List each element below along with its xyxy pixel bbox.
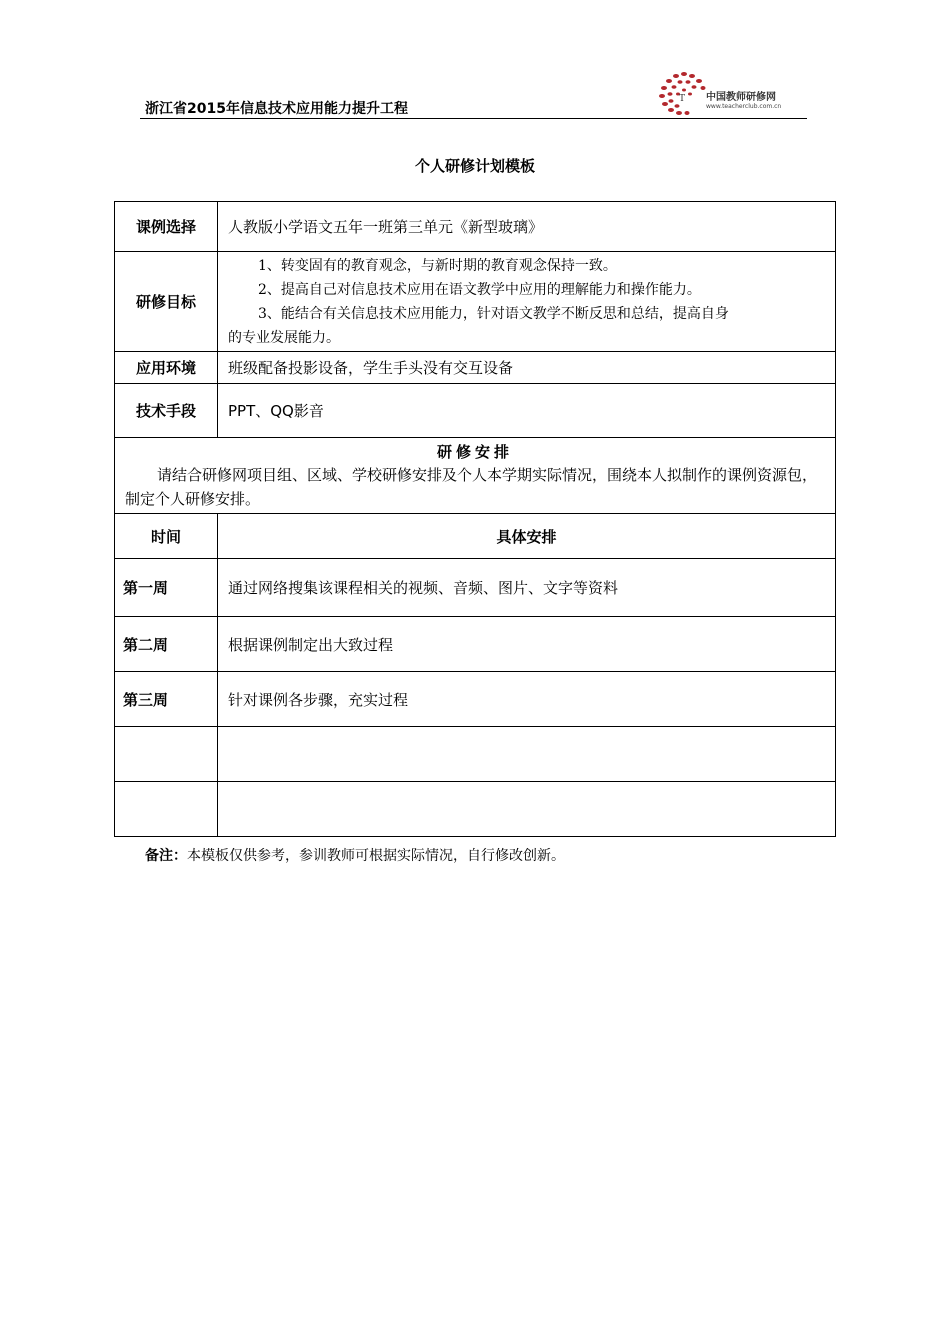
arrangement-header-cell <box>115 438 836 514</box>
col-time-header: 时间 <box>115 514 218 559</box>
arrangement-heading: 研修安排 <box>436 442 513 461</box>
env-value: 班级配备投影设备，学生手头没有交互设备 <box>218 352 836 384</box>
week-plan: 针对课例各步骤，充实过程 <box>218 672 836 727</box>
schedule-header-row <box>115 514 836 559</box>
footnote <box>145 845 565 865</box>
tech-row <box>115 384 836 438</box>
header-divider <box>140 118 807 119</box>
week-label <box>115 782 218 837</box>
week-plan: 通过网络搜集该课程相关的视频、音频、图片、文字等资料 <box>218 559 836 617</box>
goal-row <box>115 252 836 352</box>
header-title: 浙江省2015年信息技术应用能力提升工程 <box>145 101 408 117</box>
goal-label: 研修目标 <box>115 252 218 352</box>
week-label: 第三周 <box>115 672 218 727</box>
tech-value: PPT、QQ影音 <box>218 384 836 438</box>
week-plan <box>218 727 836 782</box>
week-plan <box>218 782 836 837</box>
week-label: 第一周 <box>115 559 218 617</box>
week-plan: 根据课例制定出大致过程 <box>218 617 836 672</box>
goal-line: 1、转变固有的教育观念，与新时期的教育观念保持一致。 <box>258 257 617 274</box>
week-label: 第二周 <box>115 617 218 672</box>
arrangement-intro: 请结合研修网项目组、区域、学校研修安排及个人本学期实际情况，围绕本人拟制作的课例资源包，制定个人研修安排。 <box>125 465 818 508</box>
document-title: 个人研修计划模板 <box>414 157 535 175</box>
goal-line: 3、能结合有关信息技术应用能力，针对语文教学不断反思和总结，提高自身 <box>258 305 729 322</box>
table-row <box>115 782 836 837</box>
case-value: 人教版小学语文五年一班第三单元《新型玻璃》 <box>218 202 836 252</box>
logo <box>656 70 816 118</box>
col-plan-header: 具体安排 <box>218 514 836 559</box>
week-label <box>115 727 218 782</box>
svg-text:T: T <box>679 94 686 104</box>
logo-icon <box>656 70 712 116</box>
case-label: 课例选择 <box>115 202 218 252</box>
logo-url: www.teacherclub.com.cn <box>706 103 782 110</box>
table-row <box>115 672 836 727</box>
goal-line: 的专业发展能力。 <box>228 329 340 346</box>
env-label: 应用环境 <box>115 352 218 384</box>
footnote-label: 备注： <box>145 848 187 864</box>
logo-name: 中国教师研修网 <box>706 92 776 103</box>
footnote-text: 本模板仅供参考，参训教师可根据实际情况，自行修改创新。 <box>187 848 565 864</box>
table-row <box>115 727 836 782</box>
env-row <box>115 352 836 384</box>
goal-cell <box>218 252 836 352</box>
goal-line: 2、提高自己对信息技术应用在语文教学中应用的理解能力和操作能力。 <box>258 281 701 298</box>
arrangement-header-row <box>115 438 836 514</box>
table-row <box>115 559 836 617</box>
table-row <box>115 617 836 672</box>
plan-table <box>114 201 836 837</box>
case-row <box>115 202 836 252</box>
tech-label: 技术手段 <box>115 384 218 438</box>
